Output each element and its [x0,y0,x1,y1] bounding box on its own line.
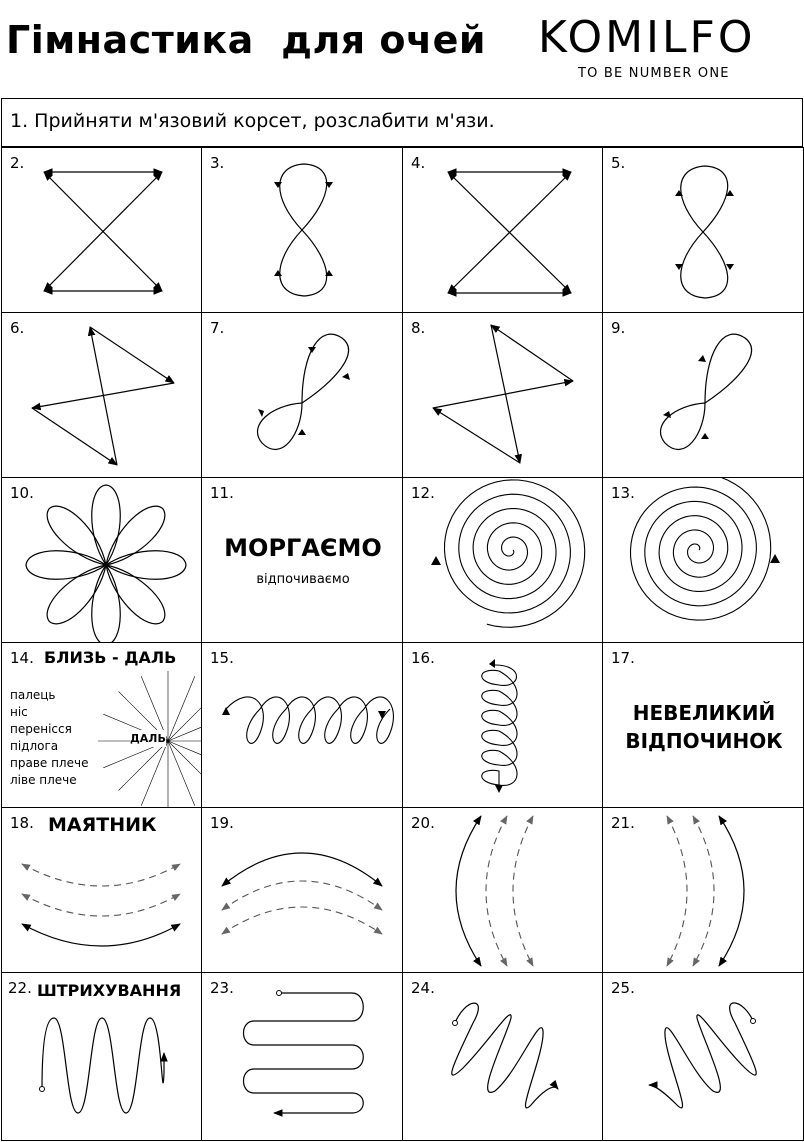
exercise-number: 12. [411,484,435,502]
exercise-5 [602,147,804,313]
spiral-diagram [603,478,804,644]
exercise-number: 11. [210,484,234,502]
vertical-eight-diagram [603,148,804,314]
exercise-16 [402,642,603,808]
list-item: ніс [10,705,28,719]
exercise-number: 5. [611,154,626,172]
step-1-text: 1. Прийняти м'язовий корсет, розслабити м'язи. [10,110,495,132]
step-1 [1,98,803,147]
exercise-number: 18. [10,814,34,832]
blink-title: МОРГАЄМО [224,534,382,562]
exercise-21 [602,807,804,973]
diagonal-eight-diagram [603,313,804,479]
exercise-number: 6. [10,319,25,337]
hatching-title: ШТРИХУВАННЯ [37,981,182,1000]
exercise-17 [602,642,804,808]
exercise-grid [0,98,804,1141]
exercise-number: 25. [611,979,635,997]
exercise-11 [201,477,403,643]
exercise-number: 10. [10,484,34,502]
vertical-eight-diagram [202,148,404,314]
x-arrows-diagram [403,148,604,314]
exercise-18 [1,807,202,973]
zigzag-diagram [403,313,604,479]
exercise-19 [201,807,403,973]
brand-name: KOMILFO [538,12,756,63]
exercise-10 [1,477,202,643]
vertical-arcs-diagram [403,808,604,974]
horizontal-wave-diagram [202,973,404,1142]
exercise-number: 17. [611,649,635,667]
list-item: підлога [10,739,59,753]
exercise-9 [602,312,804,478]
pendulum-arcs-diagram [202,808,404,974]
brand-logo [538,10,804,84]
list-item: праве плече [10,756,89,770]
diagonal-eight-diagram [202,313,404,479]
rest-line-2: ВІДПОЧИНОК [625,729,783,753]
exercise-6 [1,312,202,478]
vertical-arcs-diagram [603,808,804,974]
exercise-3 [201,147,403,313]
exercise-number: 13. [611,484,635,502]
exercise-number: 9. [611,319,626,337]
exercise-number: 4. [411,154,426,172]
horizontal-loops-diagram [202,643,404,809]
exercise-25 [602,972,804,1141]
near-far-title: БЛИЗЬ - ДАЛЬ [44,648,177,667]
exercise-15 [201,642,403,808]
exercise-number: 2. [10,154,25,172]
zigzag-diagram [2,313,203,479]
list-item: палець [10,688,56,702]
exercise-number: 15. [210,649,234,667]
rest-line-1: НЕВЕЛИКИЙ [632,701,776,725]
brand-tagline: TO BE NUMBER ONE [578,66,730,81]
exercise-23 [201,972,403,1141]
exercise-number: 8. [411,319,426,337]
exercise-number: 16. [411,649,435,667]
exercise-number: 22. [8,979,32,997]
ray-line [119,741,169,791]
x-arrows-diagram [2,148,203,314]
vertical-loops-diagram [403,643,604,809]
diagonal-wave-diagram [603,973,804,1142]
exercise-7 [201,312,403,478]
exercise-12 [402,477,603,643]
pendulum-title: МАЯТНИК [48,814,157,836]
list-item: ліве плече [10,773,77,787]
vertical-wave-diagram [2,973,203,1142]
list-item: перенісся [10,722,72,736]
exercise-number: 24. [411,979,435,997]
exercise-2 [1,147,202,313]
spiral-diagram [403,478,604,644]
exercise-8 [402,312,603,478]
near-targets-list [10,687,88,789]
exercise-13 [602,477,804,643]
flower-diagram [2,478,203,644]
exercise-number: 3. [210,154,225,172]
exercise-20 [402,807,603,973]
page-title: Гімнастика для очей [6,18,487,62]
exercise-24 [402,972,603,1141]
blink-subtitle: відпочиваємо [256,572,350,587]
exercise-22 [1,972,202,1141]
exercise-number: 19. [210,814,234,832]
diagonal-wave-diagram [403,973,604,1142]
pendulum-arcs-diagram [2,808,203,974]
exercise-number: 20. [411,814,435,832]
exercise-number: 21. [611,814,635,832]
exercise-number: 23. [210,979,234,997]
exercise-4 [402,147,603,313]
exercise-number: 14. [10,649,34,667]
exercise-number: 7. [210,319,225,337]
exercise-14 [1,642,202,808]
far-label: ДАЛЬ [130,732,166,745]
